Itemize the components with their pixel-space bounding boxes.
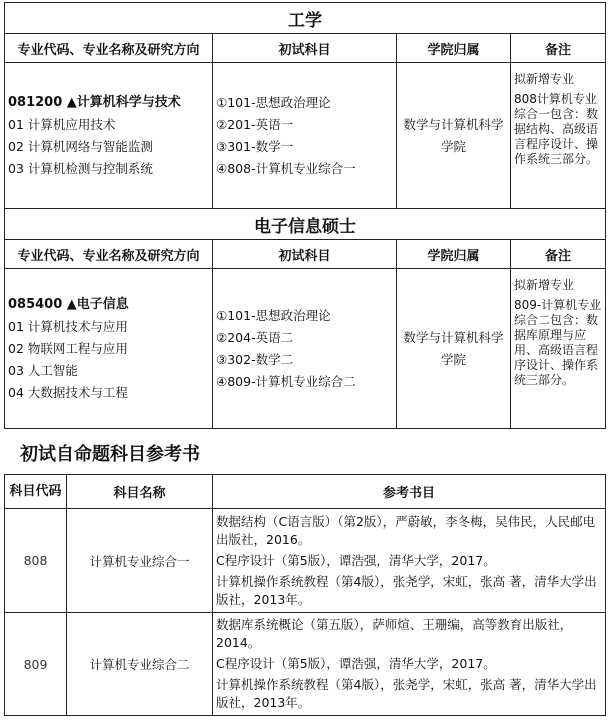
reference-header-code: 科目代码 <box>5 475 67 509</box>
program2-subject-2: ②204-英语二 <box>216 329 294 345</box>
program2-direction-3: 03 人工智能 <box>8 362 78 378</box>
reference-row-2-name: 计算机专业综合二 <box>67 613 213 716</box>
program2-note-first: 拟新增专业 <box>514 278 575 292</box>
reference-section-title: 初试自命题科目参考书 <box>20 444 200 465</box>
program1-note-body: 808计算机专业综合一包含：数据结构、高级语言程序设计、操作系统三部分。 <box>514 92 599 166</box>
program2-header-note: 备注 <box>511 240 606 269</box>
program1-header-note: 备注 <box>511 34 606 63</box>
reference-row-2-book-3: 计算机操作系统教程（第4版），张尧学，宋虹，张高 著，清华大学出版社，2013年。 <box>216 677 597 710</box>
program1-title: 工学 <box>5 3 606 34</box>
program1-college: 数学与计算机科学学院 <box>397 63 511 209</box>
program1-subject-2: ②201-英语一 <box>216 116 294 132</box>
reference-row-1-book-2: C程序设计（第5版），谭浩强，清华大学，2017。 <box>216 552 496 568</box>
program1-direction-3: 03 计算机检测与控制系统 <box>8 160 153 176</box>
program1-direction-1: 01 计算机应用技术 <box>8 116 116 132</box>
program1-header-subjects: 初试科目 <box>213 34 397 63</box>
reference-row-2-code: 809 <box>5 613 67 716</box>
program2-subject-3: ③302-数学二 <box>216 351 294 367</box>
program2-header-major: 专业代码、专业名称及研究方向 <box>5 240 213 269</box>
program2-note-cell <box>511 269 606 429</box>
program2-major-code-name: 085400 ▲电子信息 <box>8 296 129 312</box>
program1-header-major: 专业代码、专业名称及研究方向 <box>5 34 213 63</box>
reference-row-2-book-2: C程序设计（第5版），谭浩强，清华大学，2017。 <box>216 656 496 671</box>
program1-subject-3: ③301-数学一 <box>216 138 294 154</box>
program2-direction-2: 02 物联网工程与应用 <box>8 340 128 356</box>
reference-row-1-code: 808 <box>5 509 67 613</box>
reference-row-1-book-1: 数据结构（C语言版）（第2版），严蔚敏，李冬梅，吴伟民，人民邮电出版社，2016。 <box>216 513 596 547</box>
program2-subjects-cell <box>213 269 397 429</box>
program2-header-college: 学院归属 <box>397 240 511 269</box>
reference-header-books: 参考书目 <box>213 475 606 509</box>
reference-table <box>4 474 606 716</box>
program1-major-code-name: 081200 ▲计算机科学与技术 <box>8 94 181 110</box>
reference-header-name: 科目名称 <box>67 475 213 509</box>
reference-row-1-books <box>213 509 606 613</box>
program1-subjects-cell <box>213 63 397 209</box>
program1-note-cell <box>511 63 606 209</box>
program2-header-subjects: 初试科目 <box>213 240 397 269</box>
reference-row-1-book-3: 计算机操作系统教程（第4版），张尧学，宋虹，张高 著，清华大学出版社，2013年。 <box>216 573 597 607</box>
reference-row-2-book-1: 数据库系统概论（第五版），萨师煊、王珊编，高等教育出版社，2014。 <box>216 617 573 650</box>
program2-title: 电子信息硕士 <box>5 209 606 240</box>
program2-major-cell <box>5 269 213 429</box>
program1-header-college: 学院归属 <box>397 34 511 63</box>
program1-major-cell <box>5 63 213 209</box>
program2-subject-4: ④809-计算机专业综合二 <box>216 373 356 389</box>
program1-direction-2: 02 计算机网络与智能监测 <box>8 138 153 154</box>
program1-subject-4: ④808-计算机专业综合一 <box>216 160 356 176</box>
program1-note-first: 拟新增专业 <box>514 72 575 86</box>
reference-row-2-books <box>213 613 606 716</box>
program2-college: 数学与计算机科学学院 <box>397 269 511 429</box>
program2-subject-1: ①101-思想政治理论 <box>216 307 331 323</box>
program2-direction-1: 01 计算机技术与应用 <box>8 318 128 334</box>
program2-direction-4: 04 大数据技术与工程 <box>8 384 128 400</box>
program-table <box>4 2 606 429</box>
reference-row-1-name: 计算机专业综合一 <box>67 509 213 613</box>
program1-subject-1: ①101-思想政治理论 <box>216 94 331 110</box>
program2-note-body: 809-计算机专业综合二包含：数据库原理与应用、高级语言程序设计、操作系统三部分。 <box>514 298 602 387</box>
